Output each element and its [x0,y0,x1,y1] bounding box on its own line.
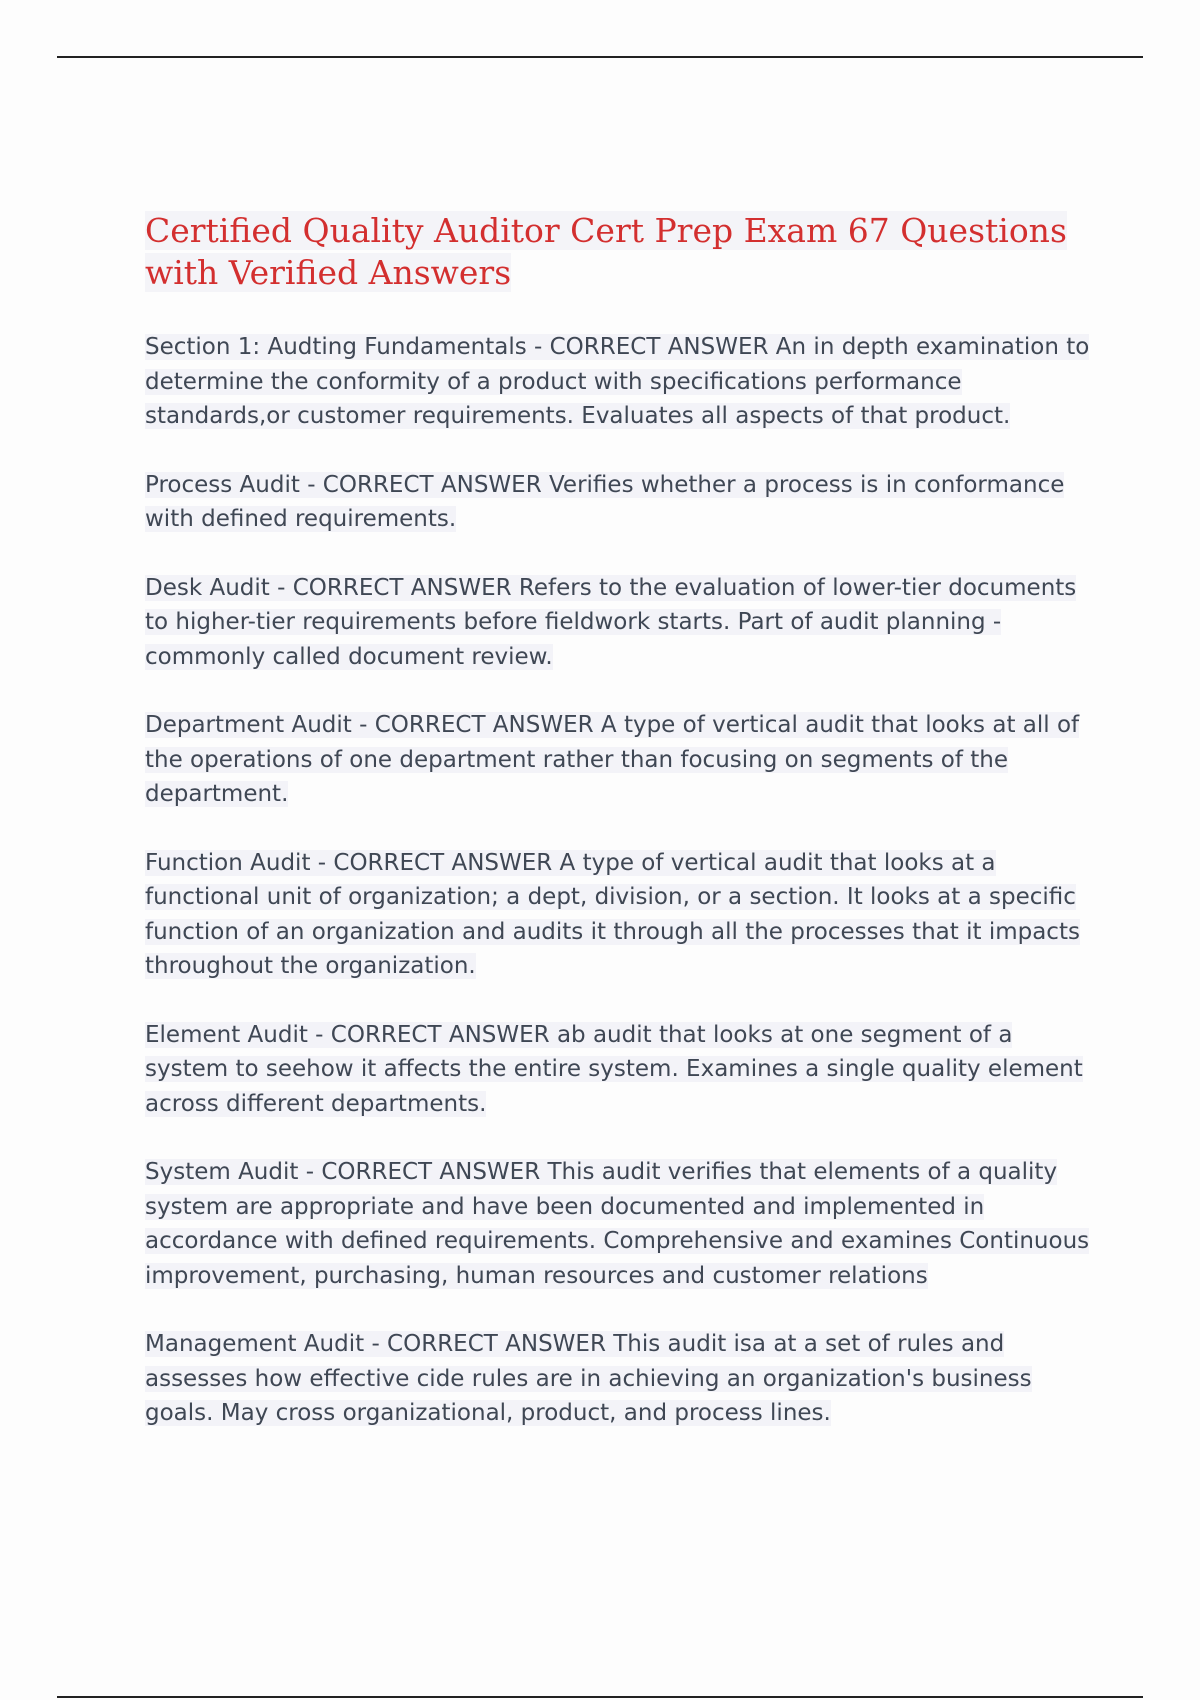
document-content [145,210,1095,1465]
qa-entry-text: Process Audit - CORRECT ANSWER Verifies whether a process is in conformance with defined requirements. [145,471,1065,532]
qa-entry [145,846,1095,984]
qa-entry-text: Desk Audit - CORRECT ANSWER Refers to the evaluation of lower-tier documents to higher-tier requirements before fieldwork starts. Part of audit planning - commonly called document review. [145,574,1077,670]
qa-entry [145,571,1095,675]
qa-entry-text: Department Audit - CORRECT ANSWER A type of vertical audit that looks at all of the operations of one department rather than focusing on segments of the department. [145,712,1080,807]
qa-entry [145,708,1095,812]
qa-entry-text: System Audit - CORRECT ANSWER This audit verifies that elements of a quality system are appropriate and have been documented and implemented in accordance with defined requirements. Comprehensive and examines Continuous improvement, purchasing, human resources and customer relations [145,1159,1090,1289]
qa-entry-text: Function Audit - CORRECT ANSWER A type of vertical audit that looks at a functional unit of organization; a dept, division, or a section. It looks at a specific function of an organization and audits it through all the processes that it impacts throughout the organization. [145,849,1080,979]
footer-rule [57,1696,1143,1698]
title-block [145,210,1095,294]
qa-entry [145,1018,1095,1122]
qa-entry [145,468,1095,537]
qa-entry [145,330,1095,434]
qa-entry-text: Section 1: Audting Fundamentals - CORRECT ANSWER An in depth examination to determine the conformity of a product with specifications performance standards,or customer requirements. Evaluates all aspects of that product. [145,334,1090,429]
header-rule [57,56,1143,58]
document-title: Certified Quality Auditor Cert Prep Exam 67 Questions with Verified Answers [145,211,1067,292]
qa-entry-text: Management Audit - CORRECT ANSWER This audit isa at a set of rules and assesses how effective cide rules are in achieving an organization's business goals. May cross organizational, product, and process lines. [145,1331,1032,1426]
qa-entry-text: Element Audit - CORRECT ANSWER ab audit that looks at one segment of a system to seehow it affects the entire system. Examines a single quality element across different departments. [145,1021,1083,1117]
qa-entry [145,1155,1095,1293]
qa-entry [145,1327,1095,1431]
